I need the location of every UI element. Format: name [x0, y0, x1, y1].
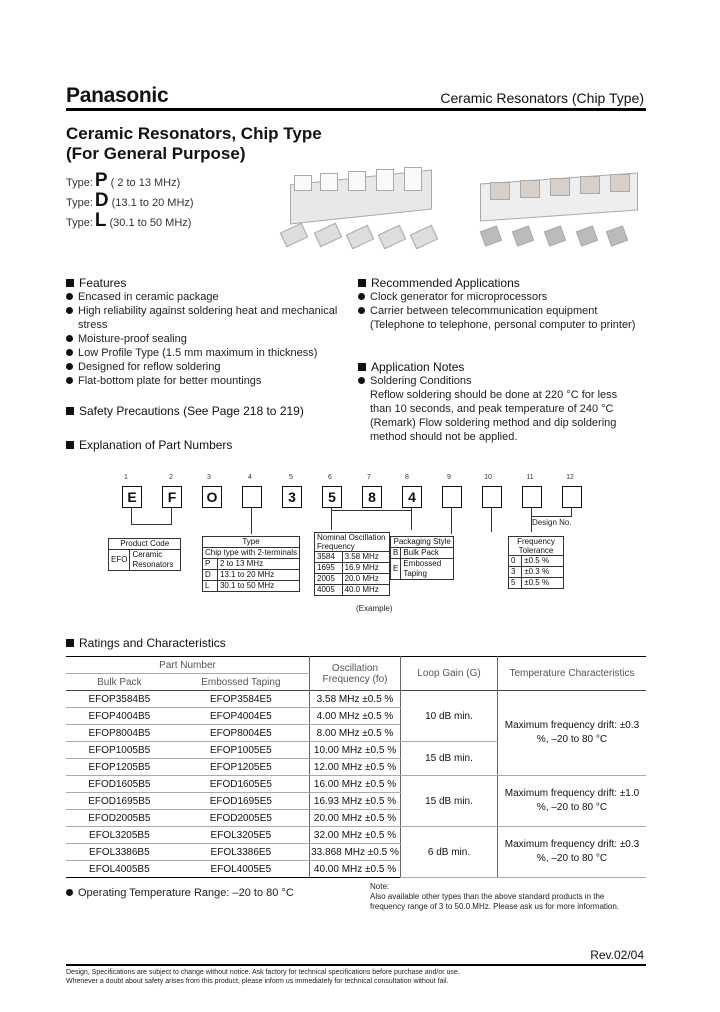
- list-item: High reliability against soldering heat and mechanical stress: [66, 304, 346, 332]
- table-row: EFOP8004B5 EFOP8004E5 8.00 MHz ±0.5 %: [66, 725, 646, 742]
- partnum-heading: Explanation of Part Numbers: [66, 438, 232, 452]
- position-number: 6: [328, 474, 332, 481]
- applications-heading: Recommended Applications: [358, 276, 520, 290]
- header-category: Ceramic Resonators (Chip Type): [440, 90, 644, 106]
- list-item: Flat-bottom plate for better mountings: [66, 374, 346, 388]
- list-item: Moisture-proof sealing: [66, 332, 346, 346]
- product-photo-left: [282, 165, 442, 265]
- safety-heading: Safety Precautions (See Page 218 to 219): [66, 404, 304, 418]
- list-item: Clock generator for microprocessors: [358, 290, 638, 304]
- list-item: Low Profile Type (1.5 mm maximum in thickness): [66, 346, 346, 360]
- notes-text: Reflow soldering should be done at 220 °C for less than 10 seconds, and peak temperature of 240 °C (Remark) Flow soldering method and dip soldering method should not be applied.: [370, 389, 618, 443]
- features-list: [66, 290, 346, 388]
- list-item: Encased in ceramic package: [66, 290, 346, 304]
- pn-char-box: [522, 486, 542, 508]
- ratings-note: Note: Also available other types than the above standard products in the frequency range of 3 to 50.0 MHz. Please ask us for more information.: [370, 882, 620, 911]
- type-table: Type Chip type with 2-terminals P 2 to 13 MHz D 13.1 to 20 MHz L 30.1 to 50 MHz: [202, 536, 300, 592]
- position-number: 7: [367, 474, 371, 481]
- footer-disclaimer: Design, Specifications are subject to change without notice. Ask factory for technical specifications before purchase and/or use. Whenever a doubt about safety arises from this product, please inform us immediately for technical consultation without fail.: [66, 969, 460, 985]
- pn-char-box: 3: [282, 486, 302, 508]
- features-heading: Features: [66, 276, 126, 290]
- applications-list: [358, 290, 638, 332]
- brand-logo: Panasonic: [66, 84, 169, 107]
- pn-char-box: 8: [362, 486, 382, 508]
- type-line-l: Type: L (30.1 to 50 MHz): [66, 210, 192, 231]
- table-row: EFOL3386B5 EFOL3386E5 33.868 MHz ±0.5 %: [66, 844, 646, 861]
- position-number: 8: [405, 474, 409, 481]
- position-number: 5: [289, 474, 293, 481]
- position-number: 1: [124, 474, 128, 481]
- list-item: Designed for reflow soldering: [66, 360, 346, 374]
- position-number: 12: [566, 474, 574, 481]
- table-row: EFOP4004B5 EFOP4004E5 4.00 MHz ±0.5 %: [66, 708, 646, 725]
- table-row: EFOP1005B5 EFOP1005E5 10.00 MHz ±0.5 % 15 dB min.: [66, 742, 646, 759]
- type-line-p: Type: P ( 2 to 13 MHz): [66, 170, 181, 191]
- product-photo-right: [480, 172, 640, 252]
- pn-char-box: [442, 486, 462, 508]
- pn-char-box: [482, 486, 502, 508]
- list-item: Carrier between telecommunication equipment (Telephone to telephone, personal computer to printer): [358, 304, 638, 332]
- position-number: 11: [526, 474, 534, 481]
- pn-char-box: [242, 486, 262, 508]
- pn-char-box: E: [122, 486, 142, 508]
- table-row: EFOD1605B5 EFOD1605E5 16.00 MHz ±0.5 % 15 dB min. Maximum frequency drift: ±1.0 %, –20 to 80 °C: [66, 776, 646, 793]
- position-number: 10: [484, 474, 492, 481]
- operating-temp: Operating Temperature Range: –20 to 80 °C: [66, 886, 294, 900]
- notes-sub: Soldering Conditions: [358, 374, 472, 388]
- pn-char-box: F: [162, 486, 182, 508]
- table-row: EFOD2005B5 EFOD2005E5 20.00 MHz ±0.5 %: [66, 810, 646, 827]
- bottom-rule: [66, 964, 646, 966]
- pn-char-box: O: [202, 486, 222, 508]
- table-row: EFOD1695B5 EFOD1695E5 16.93 MHz ±0.5 %: [66, 793, 646, 810]
- packaging-table: Packaging Style B Bulk Pack E Embossed Taping: [390, 536, 454, 580]
- position-number: 3: [207, 474, 211, 481]
- pn-char-box: [562, 486, 582, 508]
- page-title: Ceramic Resonators, Chip Type (For General Purpose): [66, 124, 322, 163]
- tolerance-table: Frequency Tolerance 0 ±0.5 % 3 ±0.3 % 5 ±0.5 %: [508, 536, 564, 589]
- design-no-label: Design No.: [532, 518, 572, 527]
- notes-heading: Application Notes: [358, 360, 464, 374]
- ratings-heading: Ratings and Characteristics: [66, 636, 226, 650]
- frequency-table: Nominal Oscillation Frequency 3584 3.58 MHz 1695 16.9 MHz 2005 20.0 MHz 4005 40.0 MHz: [314, 532, 390, 596]
- table-row: EFOP3584B5 EFOP3584E5 3.58 MHz ±0.5 % 10 dB min. Maximum frequency drift: ±0.3 %, –20 to 80 °C: [66, 691, 646, 708]
- table-row: EFOL4005B5 EFOL4005E5 40.00 MHz ±0.5 %: [66, 861, 646, 878]
- product-code-table: Product Code EFO Ceramic Resonators: [108, 538, 181, 571]
- type-line-d: Type: D (13.1 to 20 MHz): [66, 190, 194, 211]
- ratings-table: Part Number Oscillation Frequency (fo) Loop Gain (G) Temperature Characteristics Bulk Pack Embossed Taping EFOP3584B5 EFOP3584E5 3.58 MHz ±0.5 % 10 dB min. Maximum frequency drift: ±0.3 %, –20 to 80 °C EFOP4004B5 EFOP4004E5 4.00 MHz ±0.5 % EFOP8004B5 EFOP8004E5 8.00 MHz ±0.5 % EFOP1005B5 EFOP1005E5 10.00 MHz ±0.5 % 15 dB min. EFOP1205B5 EFOP1205E5 12.00 MHz ±0.5 % EFOD1605B5 EFOD1605E5 16.00 MHz ±0.5 % 15 dB min. Maximum frequency drift: ±1.0 %, –20 to 80 °C EFOD1695B5 EFOD1695E5 16.93 MHz ±0.5 % EFOD2005B5 EFOD2005E5 20.00 MHz ±0.5 % EFOL3205B5 EFOL3205E5 32.00 MHz ±0.5 % 6 dB min. Maximum frequency drift: ±0.3 %, –20 to 80 °C EFOL3386B5 EFOL3386E5 33.868 MHz ±0.5 % EFOL4005B5 EFOL4005E5 40.00 MHz ±0.5 %: [66, 656, 646, 878]
- position-number: 4: [248, 474, 252, 481]
- revision-label: Rev.02/04: [590, 948, 644, 962]
- table-row: EFOP1205B5 EFOP1205E5 12.00 MHz ±0.5 %: [66, 759, 646, 776]
- pn-char-box: 4: [402, 486, 422, 508]
- top-rule: [66, 108, 646, 111]
- pn-char-box: 5: [322, 486, 342, 508]
- table-row: EFOL3205B5 EFOL3205E5 32.00 MHz ±0.5 % 6 dB min. Maximum frequency drift: ±0.3 %, –20 to 80 °C: [66, 827, 646, 844]
- example-label: (Example): [356, 604, 393, 613]
- position-number: 2: [169, 474, 173, 481]
- position-number: 9: [447, 474, 451, 481]
